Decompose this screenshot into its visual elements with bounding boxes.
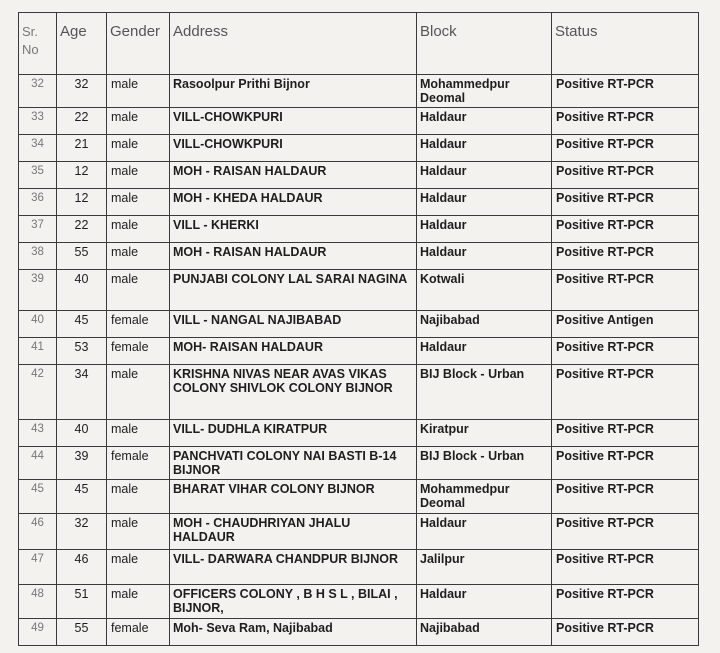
cell-gender: male	[107, 270, 170, 311]
cell-address: VILL-CHOWKPURI	[170, 108, 417, 135]
cell-age: 40	[57, 270, 107, 311]
table-row	[19, 365, 699, 420]
cell-block: Kiratpur	[417, 420, 552, 447]
cell-address: PANCHVATI COLONY NAI BASTI B-14 BIJNOR	[170, 447, 417, 480]
cell-sr: 34	[19, 135, 57, 162]
cell-age: 34	[57, 365, 107, 420]
cell-sr: 33	[19, 108, 57, 135]
patients-table	[18, 12, 699, 646]
cell-block: Haldaur	[417, 338, 552, 365]
header-gender: Gender	[107, 13, 170, 75]
cell-gender: male	[107, 585, 170, 619]
cell-status: Positive RT-PCR	[552, 189, 699, 216]
cell-age: 46	[57, 550, 107, 585]
table-row	[19, 311, 699, 338]
cell-gender: female	[107, 311, 170, 338]
table-row	[19, 189, 699, 216]
cell-address: KRISHNA NIVAS NEAR AVAS VIKAS COLONY SHIVLOK COLONY BIJNOR	[170, 365, 417, 420]
cell-status: Positive RT-PCR	[552, 585, 699, 619]
table-row	[19, 514, 699, 550]
cell-age: 22	[57, 108, 107, 135]
table-row	[19, 108, 699, 135]
cell-sr: 38	[19, 243, 57, 270]
cell-address: VILL- DUDHLA KIRATPUR	[170, 420, 417, 447]
header-row	[19, 13, 699, 75]
table-body	[19, 75, 699, 646]
cell-gender: male	[107, 162, 170, 189]
cell-status: Positive RT-PCR	[552, 420, 699, 447]
cell-status: Positive RT-PCR	[552, 619, 699, 646]
cell-block: Kotwali	[417, 270, 552, 311]
header-status: Status	[552, 13, 699, 75]
cell-gender: male	[107, 108, 170, 135]
cell-address: MOH - RAISAN HALDAUR	[170, 243, 417, 270]
cell-block: Jalilpur	[417, 550, 552, 585]
cell-sr: 42	[19, 365, 57, 420]
cell-block: Najibabad	[417, 311, 552, 338]
cell-status: Positive RT-PCR	[552, 550, 699, 585]
cell-address: PUNJABI COLONY LAL SARAI NAGINA	[170, 270, 417, 311]
cell-gender: male	[107, 75, 170, 108]
table-row	[19, 550, 699, 585]
cell-block: Haldaur	[417, 585, 552, 619]
cell-status: Positive RT-PCR	[552, 162, 699, 189]
cell-age: 21	[57, 135, 107, 162]
cell-age: 45	[57, 311, 107, 338]
cell-gender: male	[107, 420, 170, 447]
cell-status: Positive RT-PCR	[552, 216, 699, 243]
table-row	[19, 480, 699, 514]
header-sr: Sr. No	[19, 13, 57, 75]
cell-age: 22	[57, 216, 107, 243]
cell-gender: male	[107, 243, 170, 270]
cell-age: 55	[57, 243, 107, 270]
cell-block: BIJ Block - Urban	[417, 365, 552, 420]
header-address: Address	[170, 13, 417, 75]
cell-status: Positive RT-PCR	[552, 514, 699, 550]
cell-status: Positive RT-PCR	[552, 75, 699, 108]
cell-address: VILL - KHERKI	[170, 216, 417, 243]
header-age: Age	[57, 13, 107, 75]
cell-age: 12	[57, 189, 107, 216]
cell-age: 12	[57, 162, 107, 189]
cell-block: Haldaur	[417, 162, 552, 189]
cell-status: Positive RT-PCR	[552, 108, 699, 135]
cell-gender: male	[107, 514, 170, 550]
cell-sr: 40	[19, 311, 57, 338]
cell-status: Positive RT-PCR	[552, 365, 699, 420]
cell-status: Positive Antigen	[552, 311, 699, 338]
cell-sr: 39	[19, 270, 57, 311]
cell-gender: male	[107, 480, 170, 514]
cell-sr: 41	[19, 338, 57, 365]
cell-address: MOH - KHEDA HALDAUR	[170, 189, 417, 216]
cell-gender: female	[107, 619, 170, 646]
cell-sr: 32	[19, 75, 57, 108]
cell-age: 55	[57, 619, 107, 646]
cell-sr: 48	[19, 585, 57, 619]
cell-age: 32	[57, 75, 107, 108]
cell-sr: 43	[19, 420, 57, 447]
cell-gender: male	[107, 365, 170, 420]
cell-age: 39	[57, 447, 107, 480]
cell-sr: 35	[19, 162, 57, 189]
cell-sr: 46	[19, 514, 57, 550]
table-row	[19, 447, 699, 480]
table-row	[19, 585, 699, 619]
cell-age: 51	[57, 585, 107, 619]
cell-status: Positive RT-PCR	[552, 447, 699, 480]
cell-age: 40	[57, 420, 107, 447]
cell-block: Haldaur	[417, 189, 552, 216]
cell-status: Positive RT-PCR	[552, 135, 699, 162]
table-row	[19, 420, 699, 447]
cell-gender: male	[107, 216, 170, 243]
cell-gender: male	[107, 189, 170, 216]
cell-age: 53	[57, 338, 107, 365]
table-row	[19, 216, 699, 243]
cell-address: MOH - RAISAN HALDAUR	[170, 162, 417, 189]
cell-block: BIJ Block - Urban	[417, 447, 552, 480]
cell-gender: male	[107, 550, 170, 585]
cell-status: Positive RT-PCR	[552, 243, 699, 270]
cell-address: Moh- Seva Ram, Najibabad	[170, 619, 417, 646]
cell-age: 32	[57, 514, 107, 550]
cell-block: Haldaur	[417, 514, 552, 550]
cell-block: Haldaur	[417, 108, 552, 135]
cell-gender: female	[107, 447, 170, 480]
table-row	[19, 243, 699, 270]
header-block: Block	[417, 13, 552, 75]
cell-block: Haldaur	[417, 243, 552, 270]
table-row	[19, 270, 699, 311]
cell-address: MOH - CHAUDHRIYAN JHALU HALDAUR	[170, 514, 417, 550]
cell-sr: 37	[19, 216, 57, 243]
cell-address: VILL-CHOWKPURI	[170, 135, 417, 162]
cell-address: BHARAT VIHAR COLONY BIJNOR	[170, 480, 417, 514]
cell-address: VILL- DARWARA CHANDPUR BIJNOR	[170, 550, 417, 585]
cell-block: Haldaur	[417, 135, 552, 162]
cell-status: Positive RT-PCR	[552, 270, 699, 311]
table-row	[19, 135, 699, 162]
cell-block: Mohammedpur Deomal	[417, 75, 552, 108]
cell-address: MOH- RAISAN HALDAUR	[170, 338, 417, 365]
cell-block: Mohammedpur Deomal	[417, 480, 552, 514]
cell-gender: male	[107, 135, 170, 162]
table-row	[19, 75, 699, 108]
table-row	[19, 619, 699, 646]
cell-block: Najibabad	[417, 619, 552, 646]
cell-status: Positive RT-PCR	[552, 338, 699, 365]
cell-sr: 47	[19, 550, 57, 585]
cell-sr: 36	[19, 189, 57, 216]
cell-block: Haldaur	[417, 216, 552, 243]
cell-status: Positive RT-PCR	[552, 480, 699, 514]
cell-address: Rasoolpur Prithi Bijnor	[170, 75, 417, 108]
cell-sr: 45	[19, 480, 57, 514]
cell-sr: 49	[19, 619, 57, 646]
cell-address: OFFICERS COLONY , B H S L , BILAI , BIJNOR,	[170, 585, 417, 619]
table-row	[19, 162, 699, 189]
cell-gender: female	[107, 338, 170, 365]
cell-sr: 44	[19, 447, 57, 480]
cell-address: VILL - NANGAL NAJIBABAD	[170, 311, 417, 338]
cell-age: 45	[57, 480, 107, 514]
table-row	[19, 338, 699, 365]
